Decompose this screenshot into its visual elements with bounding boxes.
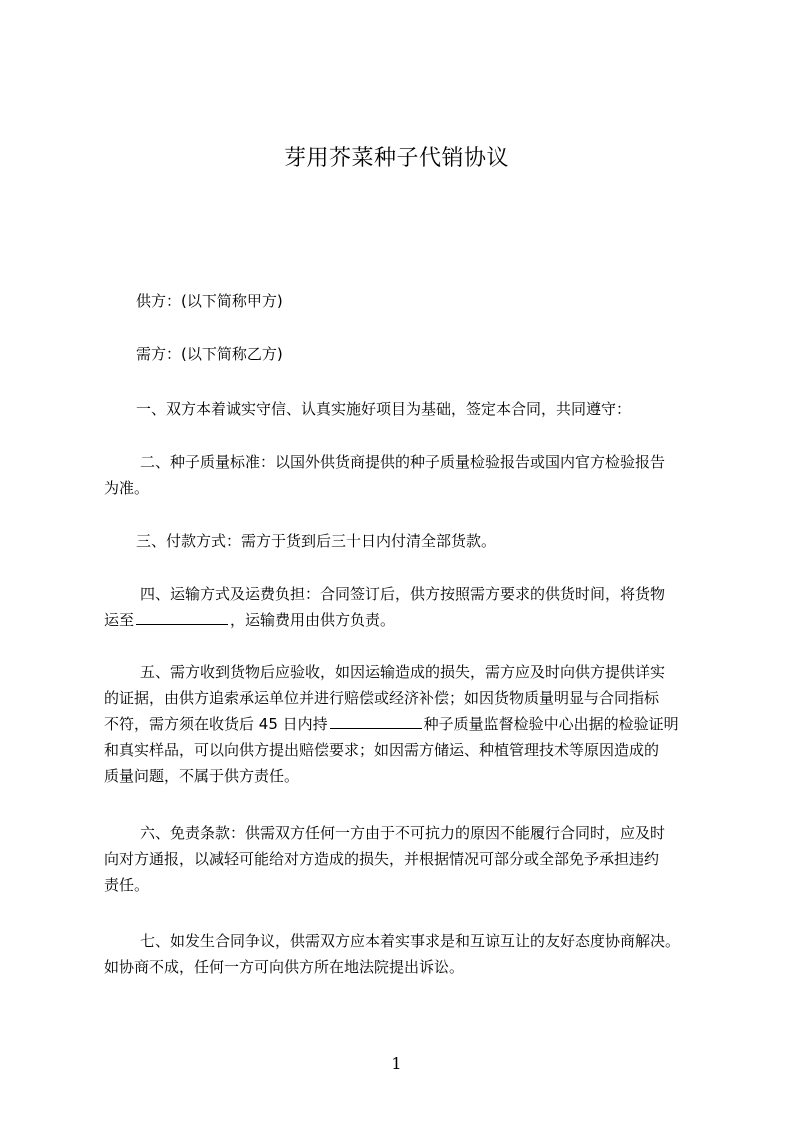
supplier-line [104, 288, 701, 314]
buyer-text: 需方：(以下简称乙方) [136, 345, 283, 363]
clause-4-text-a: 运至 [104, 611, 135, 629]
clause-4-line-2 [104, 607, 701, 633]
document-title: 芽用芥菜种子代销协议 [283, 146, 509, 171]
clause-7-line-2: 如协商不成，任何一方可向供方所在地法院提出诉讼。 [104, 958, 465, 976]
clause-5 [104, 659, 701, 789]
clause-6-line-2: 向对方通报，以减轻可能给对方造成的损失，并根据情况可部分或全部免予承担违约 [104, 850, 660, 868]
clause-5-line-3 [104, 711, 701, 737]
clause-3 [104, 528, 701, 554]
clause-5-line-5: 质量问题，不属于供方责任。 [104, 767, 300, 785]
clause-5-line-2: 的证据，由供方追索承运单位并进行赔偿或经济补偿；如因货物质量明显与合同指标 [104, 689, 660, 707]
clause-1-line-1: 一、双方本着诚实守信、认真实施好项目为基础，签定本合同，共同遵守： [136, 400, 632, 418]
clause-2-line-1: 二、种子质量标准：以国外供货商提供的种子质量检验报告或国内官方检验报告 [140, 453, 666, 471]
buyer-line [104, 341, 701, 367]
clause-4-text-b: ，运输费用由供方负责。 [230, 611, 396, 629]
clause-5-line-1: 五、需方收到货物后应验收，如因运输造成的损失，需方应及时向供方提供详实 [140, 663, 666, 681]
clause-5-text-b: 种子质量监督检验中心出据的检验证明 [423, 715, 679, 733]
clause-4 [104, 581, 701, 633]
clause-3-line-1: 三、付款方式：需方于货到后三十日内付清全部货款。 [136, 532, 497, 550]
clause-5-text-a: 不符，需方须在收货后 45 日内持 [104, 715, 328, 733]
clause-7-line-1: 七、如发生合同争议，供需双方应本着实事求是和互谅互让的友好态度协商解决。 [140, 932, 681, 950]
supplier-text: 供方：(以下简称甲方) [136, 292, 283, 310]
clause-7 [104, 928, 701, 980]
clause-2-line-2: 为准。 [104, 479, 150, 497]
clause-6-line-3: 责任。 [104, 876, 150, 894]
clause-1 [104, 396, 701, 422]
page-number: 1 [391, 1054, 402, 1073]
inspection-center-blank [330, 711, 422, 729]
clause-5-line-4: 和真实样品，可以向供方提出赔偿要求；如因需方储运、种植管理技术等原因造成的 [104, 741, 660, 759]
clause-4-line-1: 四、运输方式及运费负担：合同签订后，供方按照需方要求的供货时间，将货物 [140, 585, 666, 603]
clause-6 [104, 820, 701, 898]
clause-2 [104, 449, 701, 501]
destination-blank [136, 607, 228, 625]
clause-6-line-1: 六、免责条款：供需双方任何一方由于不可抗力的原因不能履行合同时，应及时 [140, 824, 666, 842]
